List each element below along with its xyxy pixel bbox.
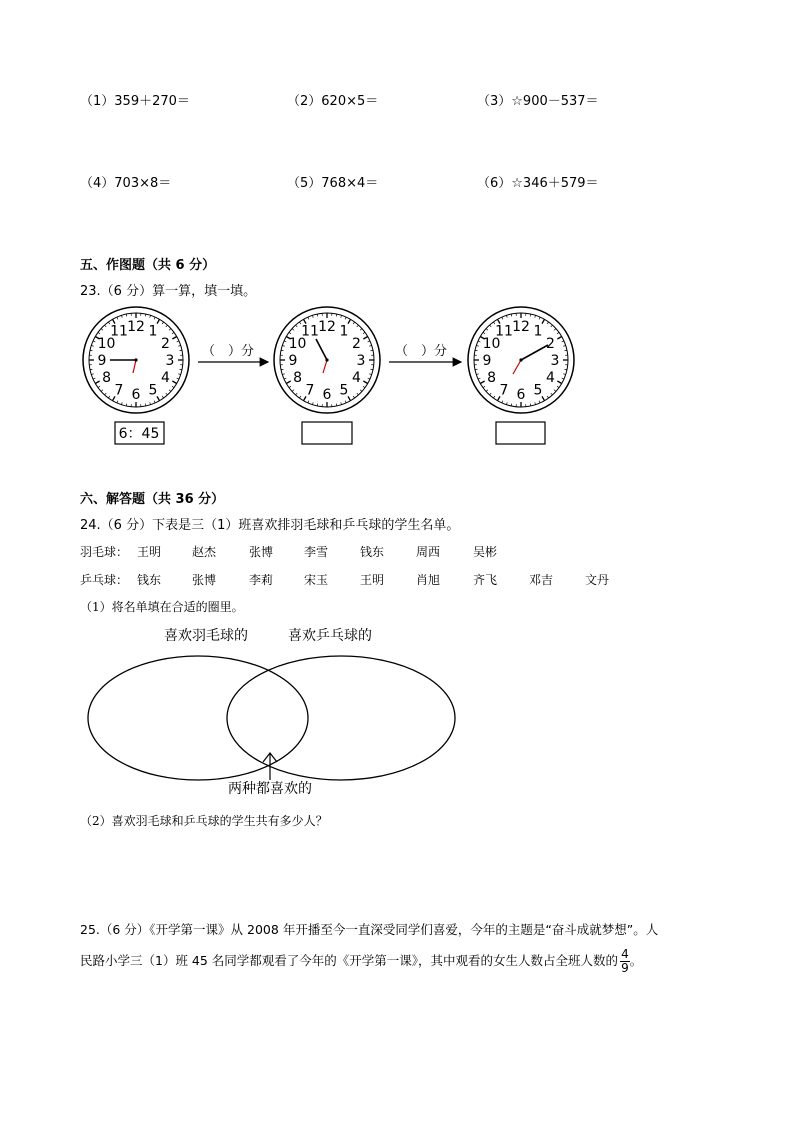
clock-number-3: 3: [356, 353, 366, 369]
clock-tick: [121, 402, 122, 404]
badminton-name-7: 吴彬: [473, 545, 498, 559]
clock-tick: [476, 374, 478, 375]
calc-problem-1: （1）359＋270＝: [80, 94, 190, 109]
clock-number-10: 10: [482, 336, 501, 352]
question-25-line-2-end: 。: [629, 953, 643, 968]
clock-tick: [172, 337, 176, 340]
badminton-name-1: 王明: [137, 545, 162, 559]
clock-tick: [483, 386, 485, 387]
clock-tick: [169, 329, 171, 331]
venn-left-label: 喜欢羽毛球的: [164, 628, 248, 644]
badminton-label: 羽毛球：: [80, 545, 129, 559]
clock-tick: [363, 337, 367, 340]
clock-number-9: 9: [482, 353, 492, 369]
clock-number-5: 5: [148, 382, 158, 399]
pingpong-name-1: 钱东: [137, 573, 162, 587]
clock-tick: [101, 329, 103, 331]
clock-center-dot: [134, 358, 137, 361]
clock-tick: [172, 381, 176, 384]
clock-number-2: 2: [545, 336, 555, 352]
clock-tick: [357, 393, 359, 395]
clock-tick: [535, 402, 536, 404]
clock-tick: [117, 401, 118, 403]
clock-number-9: 9: [288, 353, 298, 369]
clock-tick: [490, 325, 492, 327]
clock-tick: [289, 386, 291, 387]
clock-tick: [368, 378, 370, 379]
clock-tick: [108, 396, 109, 398]
clock-tick: [547, 322, 548, 324]
clock-number-2: 2: [351, 336, 361, 352]
clock-number-3: 3: [165, 353, 175, 369]
clock-tick: [554, 390, 556, 392]
clock-tick: [562, 378, 564, 379]
clock-tick: [95, 381, 99, 384]
clock-tick: [353, 396, 354, 398]
fraction-numerator: 4: [621, 947, 629, 961]
pingpong-name-2: 张博: [192, 573, 217, 587]
clock-number-7: 7: [305, 382, 315, 399]
clock-number-12: 12: [127, 319, 145, 335]
clock-tick: [360, 390, 362, 392]
clock-tick: [178, 374, 180, 375]
clock-tick: [292, 329, 294, 331]
pingpong-name-3: 李莉: [249, 573, 274, 587]
clock-tick: [284, 378, 286, 379]
clock-tick: [162, 322, 163, 324]
clock-tick: [154, 401, 155, 403]
clock-tick: [308, 401, 309, 403]
clock-tick: [296, 325, 298, 327]
clock-number-1: 1: [148, 323, 158, 340]
time-box-1-text: 6：45: [118, 426, 160, 442]
clock-tick: [486, 390, 488, 392]
clock-number-6: 6: [322, 387, 332, 403]
clock-tick: [480, 381, 484, 384]
clock-tick: [502, 317, 503, 319]
clock-number-6: 6: [516, 387, 526, 403]
clock-tick: [105, 325, 107, 327]
clock-tick: [312, 402, 313, 404]
clock-tick: [486, 329, 488, 331]
clock-number-4: 4: [351, 370, 361, 386]
clock-tick: [178, 345, 180, 346]
clock-tick: [551, 393, 553, 395]
clock-tick: [353, 322, 354, 324]
clock-tick: [150, 315, 151, 317]
venn-both-label: 两种都喜欢的: [228, 781, 312, 797]
calc-problem-5: （5）768×4＝: [287, 176, 379, 191]
clock-tick: [493, 396, 494, 398]
clock-number-10: 10: [288, 336, 307, 352]
clock-tick: [547, 396, 548, 398]
clock-tick: [554, 329, 556, 331]
clock-number-5: 5: [533, 382, 543, 399]
clock-number-7: 7: [499, 382, 509, 399]
hour-hand: [133, 360, 136, 373]
pingpong-label: 乒乓球：: [80, 573, 129, 587]
clock-number-1: 1: [533, 323, 543, 340]
clock-number-8: 8: [102, 370, 112, 386]
clock-tick: [172, 386, 174, 387]
clock-number-4: 4: [545, 370, 555, 386]
clock-tick: [557, 386, 559, 387]
clock-diagram: [70, 300, 590, 460]
question-23: 23.（6 分）算一算，填一填。: [80, 284, 257, 299]
clock-tick: [341, 315, 342, 317]
clock-number-7: 7: [114, 382, 124, 399]
clock-tick: [357, 325, 359, 327]
clock-tick: [345, 401, 346, 403]
venn-pingpong-circle: [227, 656, 455, 780]
clock-tick: [562, 341, 564, 342]
minute-hand: [316, 339, 327, 360]
hour-hand: [513, 360, 521, 374]
question-25-line-2-text: 民路小学三（1）班 45 名同学都观看了今年的《开学第一课》，其中观看的女生人数占全班人数的: [80, 953, 619, 968]
clock-tick: [490, 393, 492, 395]
clock-tick: [502, 401, 503, 403]
clock-tick: [478, 378, 480, 379]
calc-problem-2: （2）620×5＝: [287, 94, 379, 109]
clock-tick: [557, 381, 561, 384]
clock-tick: [105, 393, 107, 395]
clock-number-12: 12: [318, 319, 336, 335]
clock-tick: [93, 378, 95, 379]
clock-tick: [360, 329, 362, 331]
clock-tick: [363, 381, 367, 384]
clock-tick: [91, 345, 93, 346]
clock-tick: [557, 337, 561, 340]
clock-tick: [299, 396, 300, 398]
clock-tick: [101, 390, 103, 392]
clock-tick: [369, 345, 371, 346]
badminton-name-3: 张博: [249, 545, 274, 559]
clock-tick: [166, 325, 168, 327]
clock-tick: [282, 374, 284, 375]
clock-tick: [478, 341, 480, 342]
clock-tick: [368, 341, 370, 342]
question-25-line-2: [80, 948, 642, 975]
clock-tick: [539, 317, 540, 319]
clock-tick: [363, 332, 365, 333]
clock-tick: [117, 317, 118, 319]
clock-face-3: [468, 307, 574, 413]
clock-number-8: 8: [487, 370, 497, 386]
venn-badminton-circle: [88, 656, 308, 780]
clock-tick: [506, 402, 507, 404]
clock-number-1: 1: [339, 323, 349, 340]
pingpong-name-9: 文丹: [585, 573, 610, 587]
clock-tick: [98, 386, 100, 387]
clock-tick: [483, 332, 485, 333]
clock-face-2: [274, 307, 380, 413]
question-24-part-2: （2）喜欢羽毛球和乒乓球的学生共有多少人？: [80, 814, 328, 828]
fraction-4-9: [620, 948, 630, 975]
clock-tick: [121, 315, 122, 317]
clock-tick: [91, 374, 93, 375]
clock-number-2: 2: [160, 336, 170, 352]
pingpong-name-6: 肖旭: [416, 573, 441, 587]
clock-tick: [308, 317, 309, 319]
pingpong-name-5: 王明: [360, 573, 385, 587]
calc-problem-6: （6）☆346＋579＝: [477, 176, 599, 191]
clock-tick: [539, 401, 540, 403]
clock-tick: [563, 345, 565, 346]
time-box-3[interactable]: [496, 422, 545, 444]
clock-tick: [551, 325, 553, 327]
clock-tick: [166, 393, 168, 395]
clock-tick: [98, 332, 100, 333]
clock-number-10: 10: [97, 336, 116, 352]
clock-tick: [177, 378, 179, 379]
clock-number-5: 5: [339, 382, 349, 399]
calc-problem-3: （3）☆900－537＝: [477, 94, 599, 109]
clock-tick: [296, 393, 298, 395]
clock-number-11: 11: [110, 323, 128, 340]
arrow-label-2: （ ）分: [395, 344, 448, 359]
venn-diagram: [80, 620, 470, 805]
time-box-2[interactable]: [302, 422, 352, 444]
clock-tick: [557, 332, 559, 333]
clock-tick: [154, 317, 155, 319]
clock-tick: [169, 390, 171, 392]
clock-number-9: 9: [97, 353, 107, 369]
question-24-part-1: （1）将名单填在合适的圈里。: [80, 600, 244, 614]
clock-tick: [369, 374, 371, 375]
clock-tick: [286, 381, 290, 384]
clock-center-dot: [519, 358, 522, 361]
arrow-label-1: （ ）分: [202, 344, 255, 359]
badminton-name-5: 钱东: [360, 545, 385, 559]
badminton-name-4: 李雪: [304, 545, 329, 559]
clock-tick: [177, 341, 179, 342]
clock-tick: [312, 315, 313, 317]
pingpong-name-4: 宋玉: [304, 573, 329, 587]
clock-tick: [341, 402, 342, 404]
clock-number-4: 4: [160, 370, 170, 386]
clock-tick: [506, 315, 507, 317]
clock-tick: [535, 315, 536, 317]
clock-tick: [162, 396, 163, 398]
section-5-title: 五、作图题（共 6 分）: [80, 258, 216, 273]
clock-number-8: 8: [293, 370, 303, 386]
hour-hand: [323, 360, 327, 373]
question-24: 24.（6 分）下表是三（1）班喜欢排羽毛球和乒乓球的学生名单。: [80, 518, 460, 533]
clock-number-6: 6: [131, 387, 141, 403]
calc-problem-4: （4）703×8＝: [80, 176, 172, 191]
clock-number-11: 11: [495, 323, 513, 340]
clock-center-dot: [325, 358, 328, 361]
clock-number-3: 3: [550, 353, 560, 369]
clock-tick: [282, 345, 284, 346]
clock-number-12: 12: [512, 319, 530, 335]
clock-tick: [345, 317, 346, 319]
minute-hand: [521, 345, 548, 360]
clock-tick: [289, 332, 291, 333]
section-6-title: 六、解答题（共 36 分）: [80, 492, 225, 507]
fraction-denominator: 9: [621, 961, 629, 975]
clock-tick: [292, 390, 294, 392]
clock-number-11: 11: [301, 323, 319, 340]
pingpong-name-8: 邓吉: [529, 573, 554, 587]
clock-tick: [284, 341, 286, 342]
badminton-name-6: 周西: [416, 545, 441, 559]
clock-tick: [476, 345, 478, 346]
clock-tick: [93, 341, 95, 342]
clock-tick: [150, 402, 151, 404]
clock-face-1: [83, 307, 189, 413]
question-25-line-1: 25.（6 分）《开学第一课》从 2008 年开播至今一直深受同学们喜爱，今年的主题是“奋斗成就梦想”。人: [80, 922, 659, 937]
pingpong-name-7: 齐飞: [473, 573, 498, 587]
clock-tick: [172, 332, 174, 333]
venn-right-label: 喜欢乒乓球的: [288, 628, 372, 644]
clock-tick: [363, 386, 365, 387]
badminton-name-2: 赵杰: [192, 545, 217, 559]
clock-tick: [563, 374, 565, 375]
